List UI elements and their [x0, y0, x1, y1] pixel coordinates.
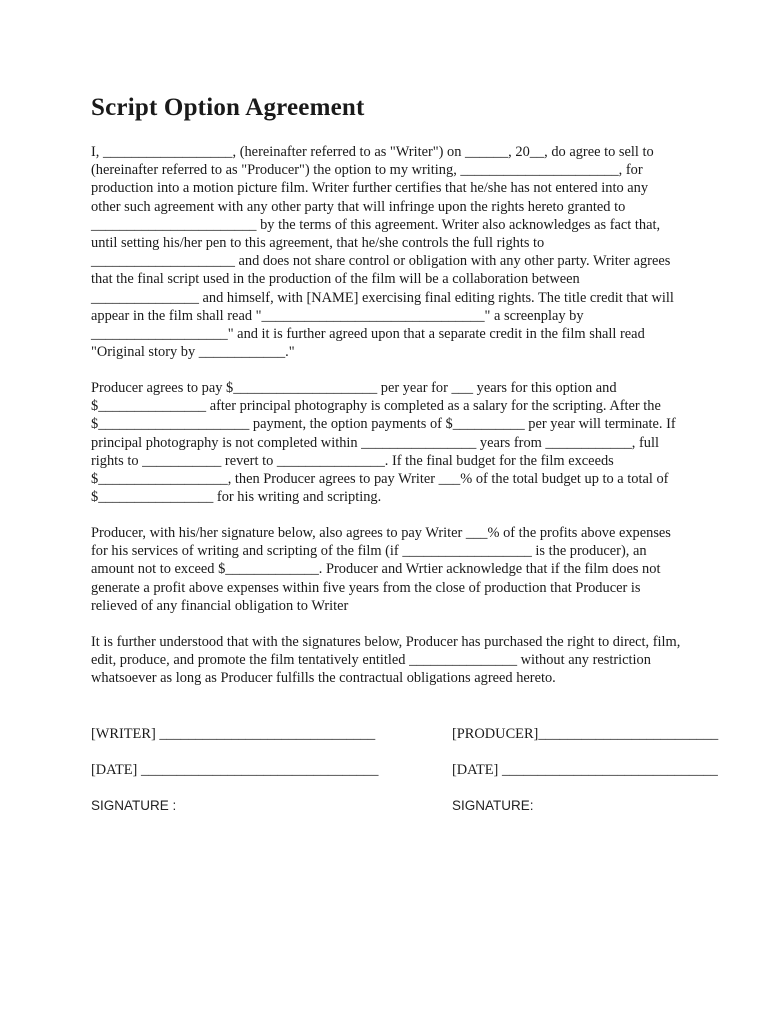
writer-signature-label: SIGNATURE :: [91, 798, 177, 813]
paragraph-payment-terms: Producer agrees to pay $____________________ per year for ___ years for this option and $_______________ after principal photography is completed as a salary for the scripting. After the $_____________________ payment, the option payments of $__________ per year will terminate. If principal photography is not completed within ________________ years from ____________, full rights to ___________ revert to _______________. If the final budget for the film exceeds $__________________, then Producer agrees to pay Writer ___% of the total budget up to a total of $________________ for his writing and scripting.: [91, 380, 676, 506]
producer-signature-line: [PRODUCER]_________________________: [452, 726, 719, 742]
producer-date-line: [DATE] ______________________________: [452, 762, 718, 778]
producer-signature-label: SIGNATURE:: [452, 798, 534, 813]
paragraph-rights-terms: It is further understood that with the signatures below, Producer has purchased the right to direct, film, edit, produce, and promote the film tentatively entitled _______________ without any restriction whatsoever as long as Producer fulfills the contractual obligations agreed hereto.: [91, 634, 681, 687]
document-title: Script Option Agreement: [91, 94, 365, 121]
paragraph-profit-terms: Producer, with his/her signature below, also agrees to pay Writer ___% of the profits above expenses for his services of writing and scripting of the film (if __________________ is the producer), an amount not to exceed $_____________. Producer and Wrtier acknowledge that if the film does not generate a profit above expenses within five years from the close of production that Producer is relieved of any financial obligation to Writer: [91, 525, 671, 614]
writer-date-line: [DATE] _________________________________: [91, 762, 379, 778]
paragraph-writer-terms: I, __________________, (hereinafter referred to as "Writer") on ______, 20__, do agree to sell to (hereinafter referred to as "Producer") the option to my writing, ______________________, for production into a motion picture film. Writer further certifies that he/she has not entered into any other such agreement with any other party that will infringe upon the rights hereto granted to _______________________ by the terms of this agreement. Writer also acknowledges as fact that, until setting his/her pen to this agreement, that he/she controls the full rights to ____________________ and does not share control or obligation with any other party. Writer agrees that the final script used in the production of the film will be a collaboration between _______________ and himself, with [NAME] exercising final editing rights. The title credit that will appear in the film shall read "_______________________________" a screenplay by ___________________" and it is further agreed upon that a separate credit in the film shall read "Original story by ____________.": [91, 144, 674, 361]
writer-signature-line: [WRITER] ______________________________: [91, 726, 376, 742]
